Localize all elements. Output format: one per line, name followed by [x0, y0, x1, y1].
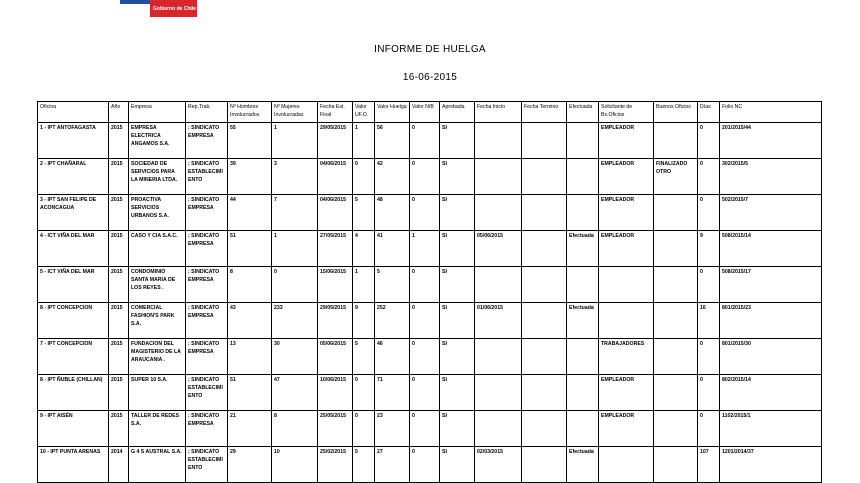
column-header: Días	[698, 102, 720, 123]
table-cell: ; SINDICATO EMPRESA	[186, 267, 228, 303]
table-cell: Efectuada	[567, 231, 599, 267]
table-cell: 5	[353, 195, 375, 231]
table-cell: 1102/2015/1	[720, 411, 822, 447]
table-cell: PROACTIVA SERVICIOS URBANOS S.A.	[129, 195, 186, 231]
table-cell: 8 - IPT CONCEPCION	[38, 303, 109, 339]
column-header: Oficina	[38, 102, 109, 123]
table-cell: 0	[698, 267, 720, 303]
table-cell: 9	[353, 303, 375, 339]
table-cell: CONDOMINIO SANTA MARIA DE LOS REYES .	[129, 267, 186, 303]
table-cell: 302/2015/5	[720, 159, 822, 195]
table-cell: 27	[375, 447, 410, 483]
table-cell: Efectuada	[567, 447, 599, 483]
table-cell: 2015	[109, 339, 129, 375]
table-cell: 2015	[109, 267, 129, 303]
table-cell	[567, 339, 599, 375]
table-cell	[599, 447, 654, 483]
table-cell	[475, 339, 522, 375]
table-cell: 1	[353, 267, 375, 303]
table-cell: TALLER DE REDES S.A.	[129, 411, 186, 447]
table-cell	[567, 159, 599, 195]
column-header: Rep.Trab.	[186, 102, 228, 123]
table-cell: 1	[410, 231, 440, 267]
report-date: 16-06-2015	[402, 72, 458, 83]
table-cell	[567, 375, 599, 411]
table-cell: 04/06/2015	[318, 195, 353, 231]
table-cell: 8 - IPT ÑUBLE (CHILLAN)	[38, 375, 109, 411]
table-cell: SUPER 10 S.A.	[129, 375, 186, 411]
table-cell	[522, 411, 567, 447]
table-cell: 48	[375, 195, 410, 231]
table-cell: EMPRESA ELECTRICA ANGAMOS S.A.	[129, 123, 186, 159]
table-cell	[567, 123, 599, 159]
table-cell: 508/2015/14	[720, 231, 822, 267]
table-cell: 2015	[109, 159, 129, 195]
table-cell: 56	[375, 123, 410, 159]
table-cell: 0	[410, 303, 440, 339]
table-cell: 107	[698, 447, 720, 483]
column-header: Solicitante de Bs.Oficios	[599, 102, 654, 123]
column-header: Fecha Est. Final	[318, 102, 353, 123]
logo-blue-bar	[120, 0, 150, 4]
table-cell: SOCIEDAD DE SERVICIOS PARA LA MINERIA LTDA.	[129, 159, 186, 195]
table-cell: 10 - IPT PUNTA ARENAS	[38, 447, 109, 483]
table-cell: 1	[272, 231, 318, 267]
table-cell: 05/06/2015	[475, 231, 522, 267]
table-cell: 252	[375, 303, 410, 339]
table-cell: Efectuada	[567, 303, 599, 339]
table-cell	[567, 195, 599, 231]
table-cell: 05/06/2015	[318, 339, 353, 375]
table-cell	[522, 159, 567, 195]
table-cell: 233	[272, 303, 318, 339]
table-cell: 13	[228, 339, 272, 375]
table-cell: SI	[440, 267, 475, 303]
table-row	[38, 159, 822, 195]
table-cell: 3	[272, 159, 318, 195]
column-header: Empresa	[129, 102, 186, 123]
table-cell: 29/05/2015	[318, 303, 353, 339]
table-cell: 0	[410, 267, 440, 303]
table-cell: EMPLEADOR	[599, 411, 654, 447]
table-cell: SI	[440, 159, 475, 195]
table-cell: 4	[353, 231, 375, 267]
table-cell: 0	[410, 159, 440, 195]
table-cell: 802/2015/14	[720, 375, 822, 411]
table-cell: 801/2015/23	[720, 303, 822, 339]
table-cell: 10	[272, 447, 318, 483]
table-cell: 4 - ICT VIÑA DEL MAR	[38, 231, 109, 267]
table-cell	[475, 195, 522, 231]
table-cell: 502/2015/7	[720, 195, 822, 231]
table-cell: 01/06/2015	[475, 303, 522, 339]
table-cell	[654, 123, 698, 159]
table-cell: ; SINDICATO EMPRESA	[186, 123, 228, 159]
table-cell: FINALIZADO OTRO	[654, 159, 698, 195]
table-row	[38, 303, 822, 339]
table-cell	[522, 231, 567, 267]
table-cell: 2 - IPT CHAÑARAL	[38, 159, 109, 195]
table-cell: CASO Y CIA S.A.C.	[129, 231, 186, 267]
table-row	[38, 375, 822, 411]
table-cell: FUNDACION DEL MAGISTERIO DE LA ARAUCANIA .	[129, 339, 186, 375]
table-cell	[475, 123, 522, 159]
table-cell: 0	[353, 159, 375, 195]
table-cell: 5	[353, 447, 375, 483]
table-cell: 39	[228, 159, 272, 195]
table-cell: 0	[698, 375, 720, 411]
table-cell: 2015	[109, 231, 129, 267]
table-cell	[475, 411, 522, 447]
table-cell: 801/2015/30	[720, 339, 822, 375]
table-cell: 29	[228, 447, 272, 483]
table-row	[38, 231, 822, 267]
table-cell: 0	[410, 375, 440, 411]
column-header: Folio NC	[720, 102, 822, 123]
table-cell	[475, 159, 522, 195]
table-cell: 0	[410, 411, 440, 447]
table-cell: SI	[440, 231, 475, 267]
strike-report-table	[37, 101, 822, 483]
table-cell: 0	[272, 267, 318, 303]
table-cell	[654, 375, 698, 411]
table-cell: 25/02/2015	[318, 447, 353, 483]
table-cell: 3 - IPT SAN FELIPE DE ACONCAGUA	[38, 195, 109, 231]
table-cell: ; SINDICATO ESTABLECIMIENTO	[186, 375, 228, 411]
table-cell: 5	[375, 267, 410, 303]
table-cell: 2015	[109, 195, 129, 231]
table-cell: SI	[440, 411, 475, 447]
table-cell: SI	[440, 339, 475, 375]
table-cell: SI	[440, 447, 475, 483]
column-header: Nº Mujeres Involucradas	[272, 102, 318, 123]
column-header: Efectuada	[567, 102, 599, 123]
table-cell	[599, 303, 654, 339]
table-row	[38, 447, 822, 483]
table-cell: SI	[440, 195, 475, 231]
table-cell: 43	[228, 303, 272, 339]
table-cell: 2015	[109, 123, 129, 159]
table-cell: 44	[228, 195, 272, 231]
table-cell: 0	[698, 159, 720, 195]
column-header: Nº Hombres Involucrados	[228, 102, 272, 123]
table-cell: 508/2015/17	[720, 267, 822, 303]
gobierno-logo	[120, 0, 197, 17]
table-cell	[522, 375, 567, 411]
table-cell: 1 - IPT ANTOFAGASTA	[38, 123, 109, 159]
table-cell	[475, 267, 522, 303]
table-cell: 7	[272, 195, 318, 231]
table-cell: 42	[375, 159, 410, 195]
table-cell: 5	[353, 339, 375, 375]
table-row	[38, 339, 822, 375]
column-header: Valor UF.O.	[353, 102, 375, 123]
column-header: Buenos Oficios	[654, 102, 698, 123]
table-row	[38, 411, 822, 447]
table-cell: 23	[375, 411, 410, 447]
table-cell: 46	[375, 339, 410, 375]
table-cell: 02/03/2015	[475, 447, 522, 483]
table-row	[38, 267, 822, 303]
column-header: Valor Huelga	[375, 102, 410, 123]
table-cell	[522, 267, 567, 303]
table-cell	[522, 339, 567, 375]
table-header-row	[38, 102, 822, 123]
table-cell: 201/2015/44	[720, 123, 822, 159]
table-cell: ; SINDICATO EMPRESA	[186, 339, 228, 375]
table-cell: ; SINDICATO ESTABLECIMIENTO	[186, 447, 228, 483]
table-cell: COMERCIAL FASHION'S PARK S.A.	[129, 303, 186, 339]
column-header: Fecha Inicio	[475, 102, 522, 123]
table-cell	[654, 339, 698, 375]
table-cell: SI	[440, 375, 475, 411]
table-cell: 1201/2014/37	[720, 447, 822, 483]
table-cell	[475, 375, 522, 411]
table-cell: 0	[698, 411, 720, 447]
table-cell: 9	[698, 231, 720, 267]
table-cell: 7 - IPT CONCEPCION	[38, 339, 109, 375]
table-cell: 0	[698, 339, 720, 375]
table-cell	[599, 267, 654, 303]
table-cell: ; SINDICATO EMPRESA	[186, 411, 228, 447]
table-cell: SI	[440, 303, 475, 339]
table-cell: 0	[410, 339, 440, 375]
column-header: Año	[109, 102, 129, 123]
table-cell: ; SINDICATO EMPRESA	[186, 303, 228, 339]
table-cell: ; SINDICATO EMPRESA	[186, 195, 228, 231]
table-cell: 0	[698, 195, 720, 231]
table-cell	[654, 231, 698, 267]
table-cell	[522, 303, 567, 339]
table-cell: G 4 S AUSTRAL S.A.	[129, 447, 186, 483]
table-cell: ; SINDICATO ESTABLECIMIENTO	[186, 159, 228, 195]
table-cell	[567, 267, 599, 303]
table-cell: 51	[228, 231, 272, 267]
table-cell: 2015	[109, 411, 129, 447]
table-cell: EMPLEADOR	[599, 195, 654, 231]
table-cell: 10/06/2015	[318, 375, 353, 411]
table-cell: TRABAJADORES	[599, 339, 654, 375]
table-cell: 0	[353, 375, 375, 411]
table-cell: 16	[698, 303, 720, 339]
table-cell	[654, 195, 698, 231]
table-cell: 30	[272, 339, 318, 375]
table-cell: 0	[410, 123, 440, 159]
table-cell: 04/06/2015	[318, 159, 353, 195]
table-cell: EMPLEADOR	[599, 159, 654, 195]
table-cell: 2015	[109, 375, 129, 411]
logo-text: Gobierno de Chile	[153, 6, 197, 12]
column-header: Valor N/B	[410, 102, 440, 123]
table-cell	[654, 447, 698, 483]
table-cell: 25/05/2015	[318, 411, 353, 447]
table-cell	[654, 267, 698, 303]
table-cell: 0	[410, 195, 440, 231]
table-cell: 27/05/2015	[318, 231, 353, 267]
column-header: Fecha Termino	[522, 102, 567, 123]
table-row	[38, 123, 822, 159]
table-cell: 55	[228, 123, 272, 159]
table-cell	[522, 123, 567, 159]
table-cell: 0	[698, 123, 720, 159]
table-cell: 15/06/2015	[318, 267, 353, 303]
table-cell: 21	[228, 411, 272, 447]
table-cell: 1	[272, 123, 318, 159]
table-cell: ; SINDICATO EMPRESA	[186, 231, 228, 267]
table-cell: 5 - ICT VIÑA DEL MAR	[38, 267, 109, 303]
table-cell	[567, 411, 599, 447]
table-cell: 1	[353, 123, 375, 159]
table-row	[38, 195, 822, 231]
table-cell: EMPLEADOR	[599, 375, 654, 411]
table-cell: EMPLEADOR	[599, 231, 654, 267]
table-cell	[654, 303, 698, 339]
column-header: Aprobada	[440, 102, 475, 123]
table-cell: 47	[272, 375, 318, 411]
report-title: INFORME DE HUELGA	[374, 44, 486, 55]
table-cell: EMPLEADOR	[599, 123, 654, 159]
table-cell: 8	[272, 411, 318, 447]
table-cell: 8	[228, 267, 272, 303]
table-cell: 29/05/2015	[318, 123, 353, 159]
table-cell: 71	[375, 375, 410, 411]
table-cell: 2015	[109, 303, 129, 339]
table-cell: 0	[353, 411, 375, 447]
table-cell: 41	[375, 231, 410, 267]
table-cell: SI	[440, 123, 475, 159]
table-cell	[654, 411, 698, 447]
table-cell: 2014	[109, 447, 129, 483]
table-cell	[522, 447, 567, 483]
table-cell: 9 - IPT AISÉN	[38, 411, 109, 447]
table-cell: 0	[410, 447, 440, 483]
table-cell: 51	[228, 375, 272, 411]
table-cell	[522, 195, 567, 231]
